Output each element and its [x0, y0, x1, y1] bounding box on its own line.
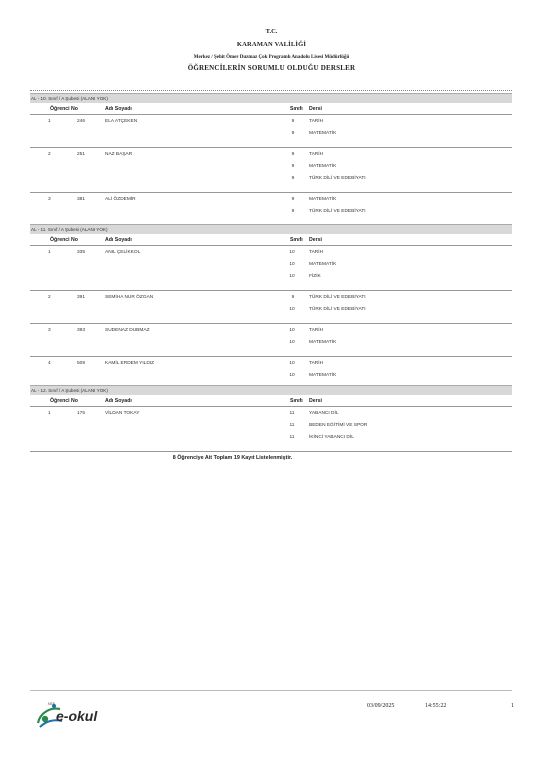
course-line [30, 303, 512, 315]
course-line [30, 205, 512, 217]
col-course: Dersi [309, 398, 322, 404]
student-name: KAMİL ERDEM YILDIZ [105, 361, 155, 366]
student-no: 393 [77, 328, 86, 333]
course-class: 9 [291, 176, 295, 181]
course-class: 10 [289, 361, 295, 366]
course-class: 9 [291, 295, 295, 300]
summary-text: 8 Öğrenciye Ait Toplam 19 Kayıt Listelenmiştir. [172, 455, 293, 461]
course-class: 11 [289, 423, 295, 428]
student-row [30, 115, 512, 148]
course-name: YABANCI DİL [309, 411, 339, 416]
top-divider [30, 90, 512, 91]
col-class: Sınıfı [290, 106, 303, 112]
row-number: 4 [48, 361, 51, 366]
print-date: 03/09/2025 [367, 703, 395, 709]
col-student-no: Öğrenci No [50, 106, 78, 112]
student-row [30, 193, 512, 226]
course-name: MATEMATİK [309, 164, 337, 169]
course-name: TARİH [309, 328, 324, 333]
col-class: Sınıfı [290, 398, 303, 404]
course-name: TARİH [309, 119, 324, 124]
student-no: 251 [77, 152, 86, 157]
col-course: Dersi [309, 106, 322, 112]
course-name: MATEMATİK [309, 340, 337, 345]
student-no: 335 [77, 250, 86, 255]
col-name: Adı Soyadı [105, 106, 132, 112]
student-row [30, 407, 512, 452]
course-class: 9 [291, 164, 295, 169]
course-name: MATEMATİK [309, 262, 337, 267]
row-number: 3 [48, 197, 51, 202]
col-name: Adı Soyadı [105, 398, 132, 404]
course-name: İKİNCİ YABANCI DİL [309, 435, 354, 440]
column-header-row [30, 234, 512, 246]
course-class: 10 [289, 340, 295, 345]
course-name: TARİH [309, 361, 324, 366]
course-class: 9 [291, 152, 295, 157]
group-header: AL - 10. Sınıf / A Şubesi (ALANI YOK) [30, 93, 512, 103]
course-line [30, 148, 512, 160]
course-line [30, 127, 512, 139]
col-student-no: Öğrenci No [50, 398, 78, 404]
row-number: 3 [48, 328, 51, 333]
student-name: VİLDAN TOKAY [105, 411, 140, 416]
row-number: 2 [48, 152, 51, 157]
col-student-no: Öğrenci No [50, 237, 78, 243]
course-line [30, 336, 512, 348]
course-name: BEDEN EĞİTİMİ VE SPOR [309, 423, 368, 428]
footer-divider [30, 690, 512, 691]
logo-text: e-okul [56, 708, 98, 724]
student-name: ALİ ÖZDEMİR [105, 197, 136, 202]
column-header-row [30, 103, 512, 115]
student-name: NAZ BAŞAR [105, 152, 133, 157]
course-line [30, 172, 512, 184]
course-class: 10 [289, 328, 295, 333]
course-line [30, 291, 512, 303]
row-number: 1 [48, 119, 51, 124]
student-name: ANIL ÇELİKKOL [105, 250, 141, 255]
student-no: 175 [77, 411, 86, 416]
course-name: TÜRK DİLİ VE EDEBİYATI [309, 176, 366, 181]
column-header-row [30, 395, 512, 407]
course-class: 10 [289, 262, 295, 267]
student-name: SUDENAZ DUBMAZ [105, 328, 150, 333]
course-line [30, 193, 512, 205]
course-class: 10 [289, 250, 295, 255]
header-tc: T.C. [265, 28, 278, 35]
student-name: ELA ATÇEKEN [105, 119, 138, 124]
student-row [30, 246, 512, 291]
course-line [30, 419, 512, 431]
course-class: 11 [289, 411, 295, 416]
report-title: ÖĞRENCİLERİN SORUMLU OLDUĞU DERSLER [187, 64, 356, 72]
print-time: 14:55:22 [425, 703, 447, 709]
page-number: 1 [511, 703, 514, 709]
course-name: TÜRK DİLİ VE EDEBİYATI [309, 295, 366, 300]
eokul-logo [34, 697, 114, 731]
course-line [30, 407, 512, 419]
class-group [30, 224, 512, 390]
course-line [30, 246, 512, 258]
course-class: 11 [289, 435, 295, 440]
student-row [30, 148, 512, 193]
course-class: 9 [291, 119, 295, 124]
course-name: MATEMATİK [309, 131, 337, 136]
student-no: 246 [77, 119, 86, 124]
student-no: 391 [77, 295, 86, 300]
student-no: 381 [77, 197, 86, 202]
col-class: Sınıfı [290, 237, 303, 243]
course-name: TÜRK DİLİ VE EDEBİYATI [309, 307, 366, 312]
course-line [30, 258, 512, 270]
course-class: 10 [289, 274, 295, 279]
col-name: Adı Soyadı [105, 237, 132, 243]
course-line [30, 160, 512, 172]
course-name: TÜRK DİLİ VE EDEBİYATI [309, 209, 366, 214]
group-header: AL - 12. Sınıf / A Şubesi (ALANI YOK) [30, 385, 512, 395]
row-number: 1 [48, 411, 51, 416]
course-line [30, 357, 512, 369]
course-name: TARİH [309, 152, 324, 157]
student-row [30, 291, 512, 324]
course-name: FİZİK [309, 274, 321, 279]
course-line [30, 431, 512, 443]
class-group [30, 385, 512, 452]
course-class: 10 [289, 307, 295, 312]
student-name: SEMİHA NUR ÖZGAN [105, 295, 154, 300]
col-course: Dersi [309, 237, 322, 243]
course-line [30, 115, 512, 127]
course-line [30, 270, 512, 282]
course-class: 9 [291, 209, 295, 214]
group-header: AL - 11. Sınıf / A Şubesi (ALANI YOK) [30, 224, 512, 234]
course-class: 9 [291, 131, 295, 136]
course-name: MATEMATİK [309, 373, 337, 378]
course-name: TARİH [309, 250, 324, 255]
course-line [30, 369, 512, 381]
student-no: 509 [77, 361, 86, 366]
course-class: 10 [289, 373, 295, 378]
header-governorship: KARAMAN VALİLİĞİ [236, 41, 307, 48]
logo-small-text: MEB [48, 702, 55, 706]
course-name: MATEMATİK [309, 197, 337, 202]
course-class: 9 [291, 197, 295, 202]
course-line [30, 324, 512, 336]
row-number: 1 [48, 250, 51, 255]
student-row [30, 324, 512, 357]
header-school: Merkez / Şehit Ömer Duzmaz Çok Programlı Anadolu Lisesi Müdürlüğü [193, 55, 350, 60]
row-number: 2 [48, 295, 51, 300]
class-group [30, 93, 512, 226]
